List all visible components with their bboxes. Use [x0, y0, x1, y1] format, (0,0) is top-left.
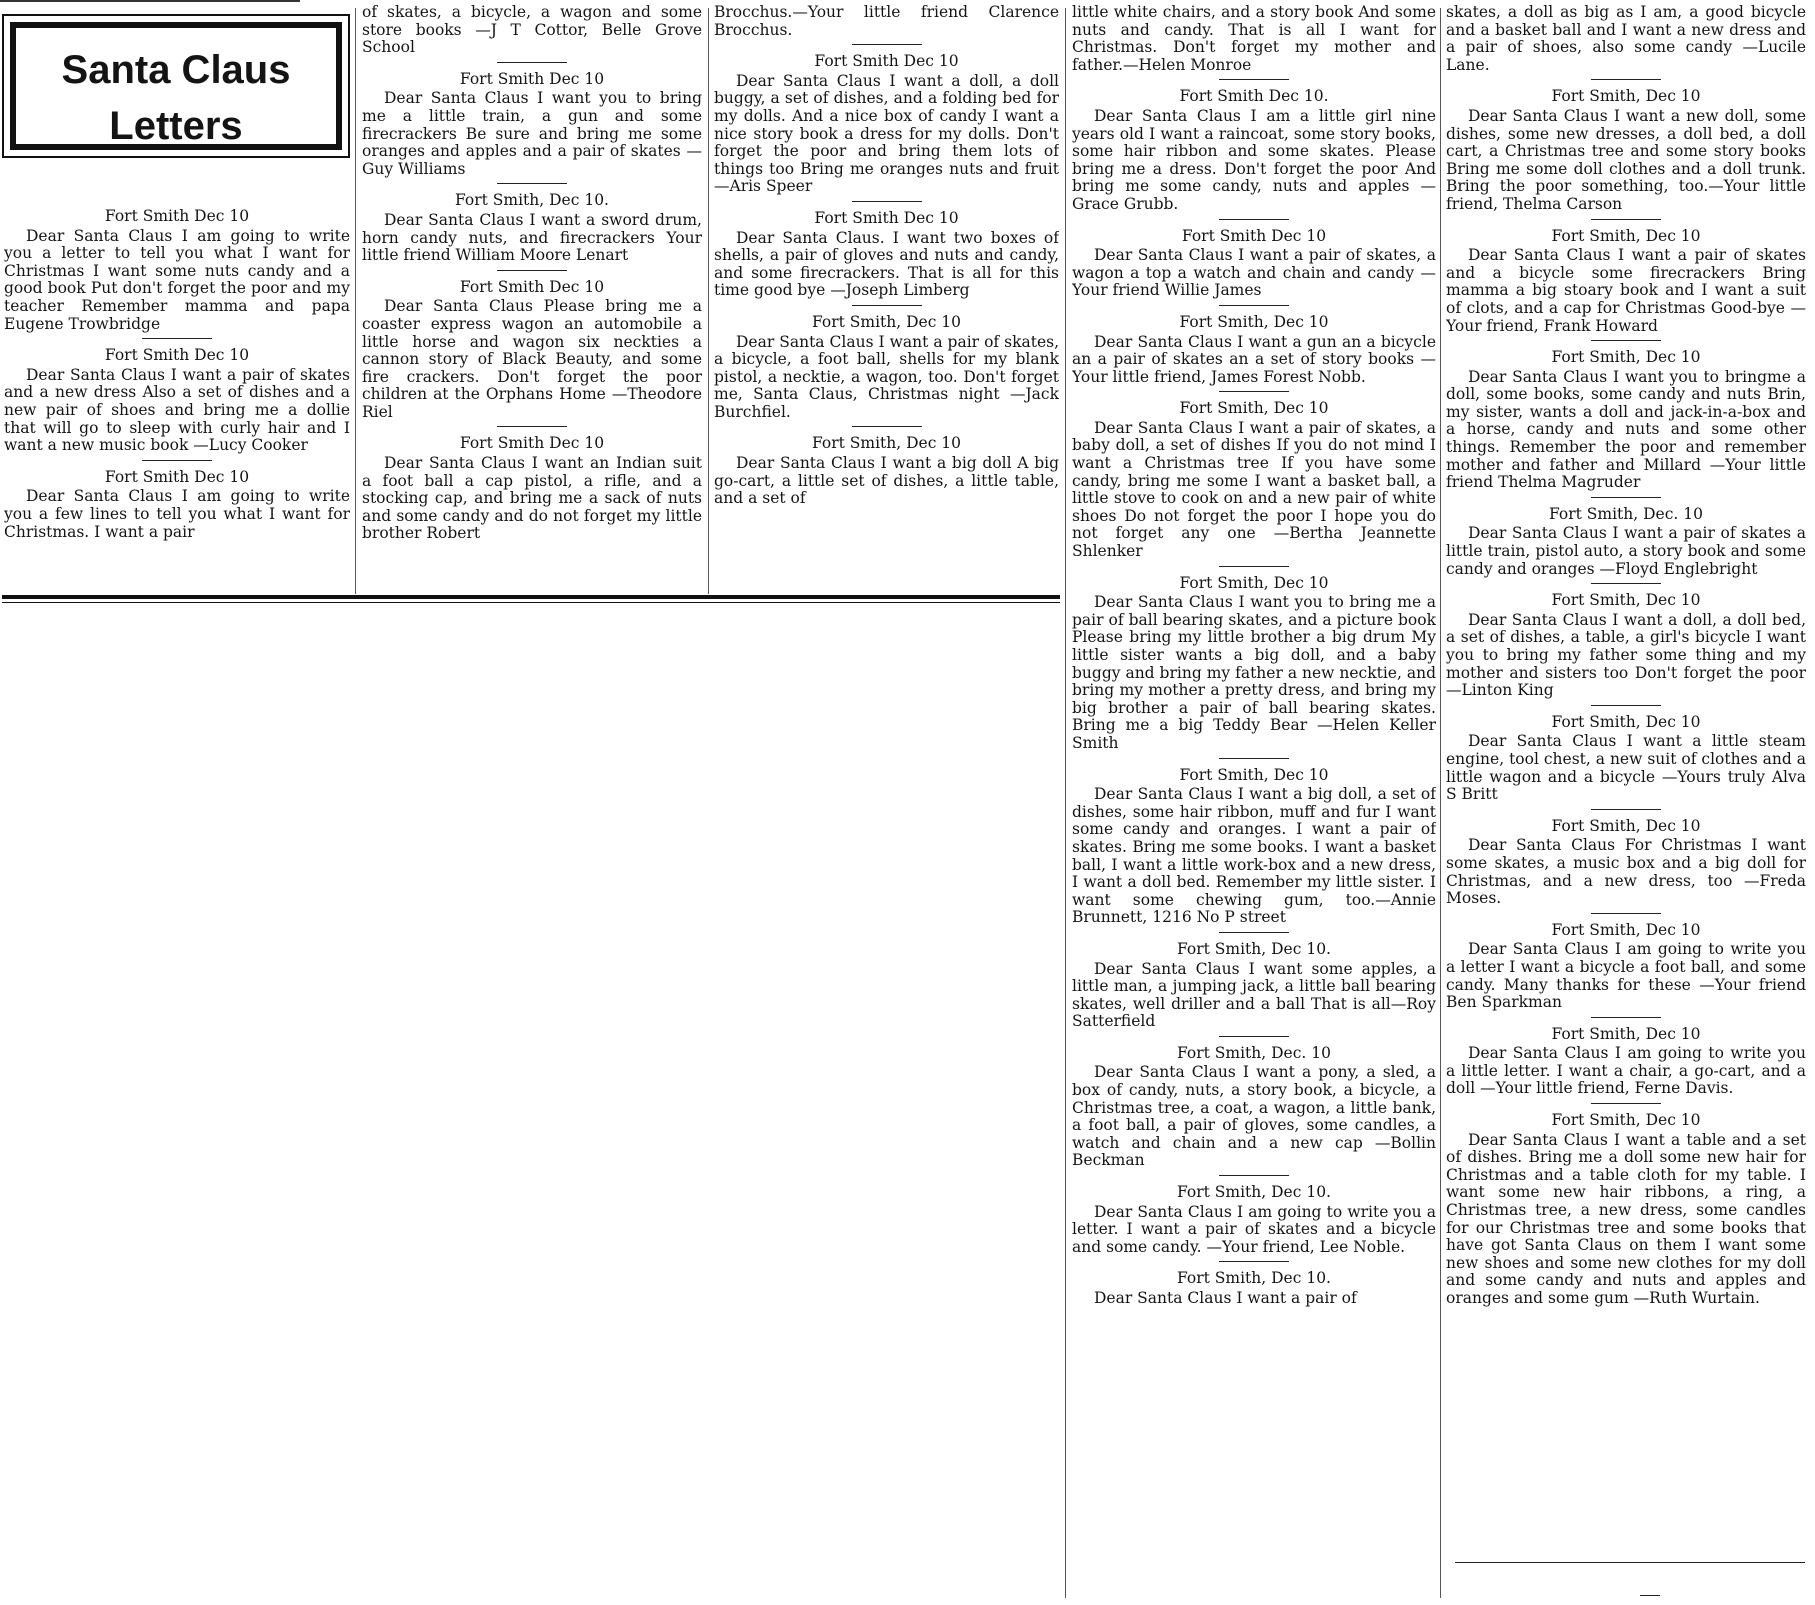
letter-body: Dear Santa Claus I am going to write you a letter I want a bicycle a foot ball, and some candy. Many thanks for these —Your friend Ben Sparkman — [1446, 940, 1806, 1012]
column-divider — [1065, 8, 1066, 1598]
column-divider — [355, 8, 356, 594]
letter — [1446, 219, 1806, 336]
letter-dateline: Fort Smith, Dec 10 — [811, 434, 962, 453]
letter — [1446, 497, 1806, 578]
section-bottom-rule — [2, 595, 1060, 599]
letter — [1446, 1017, 1806, 1098]
letter — [1446, 1103, 1806, 1308]
column-4 — [1072, 4, 1436, 1602]
letter-separator-rule — [497, 62, 567, 63]
letter — [4, 208, 350, 333]
letter-body: Dear Santa Claus I want a pair of skates a little train, pistol auto, a story book and some candy and oranges —Floyd Englebright — [1446, 524, 1806, 578]
letter-separator-rule — [1591, 497, 1661, 498]
letter-dateline: Fort Smith, Dec 10 — [1551, 816, 1701, 835]
letter-body: Dear Santa Claus I want a doll, a doll bed, a set of dishes, a table, a girl's bicycle I want you to bring my father some thing and my mother and sisters too Don't forget the poor —Linton King — [1446, 610, 1806, 700]
letter-dateline: Fort Smith Dec 10 — [459, 69, 605, 88]
letter-body: Dear Santa Claus I want you to bring me a little train, a gun and some firecrackers Be sure and bring me some oranges and apples and a pair of skates —Guy Williams — [362, 89, 702, 178]
letter-dateline: Fort Smith, Dec. 10 — [1176, 1043, 1331, 1062]
letter-separator-rule — [497, 270, 567, 271]
letter — [1072, 79, 1436, 213]
letter-dateline: Fort Smith, Dec 10 — [1551, 226, 1701, 245]
letter-separator-rule — [1219, 758, 1289, 759]
letter — [362, 183, 702, 264]
letter-separator-rule — [852, 201, 922, 202]
letter-dateline: Fort Smith Dec 10 — [459, 434, 605, 453]
letter — [1446, 583, 1806, 700]
letter — [714, 201, 1059, 300]
letter — [1072, 4, 1436, 74]
letter-body: Dear Santa Claus I am going to write you a little letter. I want a chair, a go-cart, and a doll —Your little friend, Ferne Davis. — [1446, 1044, 1806, 1098]
letter-body: Dear Santa Claus I want you to bringme a doll, some books, some candy and nuts Brin, my sister, wants a doll and jack-in-a-box and a horse, candy and nuts and some other things. Remember the poor and remember mother and father and Millard —Your little friend Thelma Magruder — [1446, 367, 1806, 492]
letter-body: Dear Santa Claus I want a big doll, a set of dishes, some hair ribbon, muff and fur I want some candy and oranges. I want a pair of skates. Bring me some books. I want a basket ball, I want a little work-box and a new dress, I want a doll bed. Remember my little sister. I want some chewing gum, too.—Annie Brunnett, 1216 No P street — [1072, 785, 1436, 927]
letter — [1446, 4, 1806, 74]
letter — [1072, 1175, 1436, 1256]
letter-separator-rule — [1591, 79, 1661, 80]
letter-separator-rule — [1219, 1036, 1289, 1037]
letter — [714, 426, 1059, 507]
section-bottom-rule-thin — [2, 602, 1060, 603]
letter-body: Dear Santa Claus I want a pair of — [1094, 1289, 1357, 1307]
letter-dateline: Fort Smith Dec 10 — [814, 52, 959, 71]
letter-dateline: Fort Smith Dec 10 — [104, 467, 250, 486]
letter-separator-rule — [852, 426, 922, 427]
masthead-box — [2, 14, 350, 158]
letter-separator-rule — [1591, 1017, 1661, 1018]
letter-separator-rule — [1591, 705, 1661, 706]
letter-body: Dear Santa Claus. I want two boxes of shells, a pair of gloves and nuts and candy, and some firecrackers. That is all for this time good bye —Joseph Limberg — [714, 228, 1059, 300]
letter — [1072, 1261, 1436, 1307]
letter-dateline: Fort Smith, Dec 10. — [454, 191, 609, 210]
letter-separator-rule — [1591, 340, 1661, 341]
letter-separator-rule — [1219, 305, 1289, 306]
letter-separator-rule — [497, 426, 567, 427]
column-divider — [708, 8, 709, 594]
letter-dateline: Fort Smith, Dec 10 — [1179, 312, 1329, 331]
letter-dateline: Fort Smith, Dec 10 — [1179, 399, 1329, 418]
letter-separator-rule — [1591, 913, 1661, 914]
letter-separator-rule — [1591, 583, 1661, 584]
letter-dateline: Fort Smith Dec 10 — [814, 208, 959, 227]
column-5 — [1446, 4, 1806, 1559]
letter — [714, 44, 1059, 196]
letter-body: Dear Santa Claus I want a little steam engine, tool chest, a new suit of clothes and a little wagon and a bicycle —Yours truly Alva S Britt — [1446, 732, 1806, 804]
column-1 — [4, 206, 350, 598]
letter-dateline: Fort Smith, Dec 10 — [1551, 712, 1701, 731]
column-divider — [1440, 8, 1441, 1598]
letter-body: skates, a doll as big as I am, a good bicycle and a basket ball and I want a new dress and a pair of shoes, also some candy —Lucile Lane. — [1446, 4, 1806, 74]
letter-dateline: Fort Smith, Dec 10 — [1551, 591, 1701, 610]
letter-dateline: Fort Smith, Dec 10 — [1179, 765, 1329, 784]
letter — [4, 460, 350, 541]
letter-separator-rule — [1219, 1261, 1289, 1262]
letter-separator-rule — [1219, 566, 1289, 567]
letter-separator-rule — [1219, 1175, 1289, 1176]
letter-separator-rule — [1219, 932, 1289, 933]
letter-body: Dear Santa Claus I want a pair of skates and a new dress Also a set of dishes and a new pair of shoes and bring me a dollie that will go to sleep with curly hair and I want a new music book —Lucy Cooker — [4, 365, 350, 455]
column-3 — [714, 4, 1059, 594]
letter-dateline: Fort Smith, Dec 10. — [1176, 1269, 1331, 1288]
letter — [362, 4, 702, 57]
letter — [362, 62, 702, 179]
top-rule — [0, 0, 300, 6]
letter-dateline: Fort Smith, Dec 10. — [1176, 1183, 1331, 1202]
letter — [1446, 705, 1806, 804]
letter-body: Dear Santa Claus I want a doll, a doll buggy, a set of dishes, and a folding bed for my dolls. And a nice box of candy I want a nice story book a dress for my dolls. Don't forget the poor and bring them lots of things too Bring me oranges nuts and fruit —Aris Speer — [714, 71, 1059, 196]
letter-separator-rule — [1591, 1103, 1661, 1104]
letter-separator-rule — [1591, 219, 1661, 220]
letter — [1446, 340, 1806, 492]
letter-body: little white chairs, and a story book And some nuts and candy. That is all I want for Christmas. Don't forget my mother and father.—Helen Monroe — [1072, 4, 1436, 74]
letter-body: Dear Santa Claus I want a pair of skates, a baby doll, a set of dishes If you do not mind I want a Christmas tree If you have some candy, bring me some I want a basket ball, a little stove to cook on and a new pair of white shoes Do not forget the poor I hope you do not forget any one —Bertha Jeannette Shlenker — [1072, 418, 1436, 561]
letter-body: Dear Santa Claus I want a table and a set of dishes. Bring me a doll some new hair for Christmas and a table cloth for my table. I want some new hair ribbons, a ring, a Christmas tree, a new dress, some candles for our Christmas tree and some books that have got Santa Claus on them I want some new shoes and some new clothes for my doll and some candy and nuts and apples and oranges and some gum —Ruth Wurtain. — [1446, 1130, 1806, 1307]
column-2 — [362, 4, 702, 594]
letter-dateline: Fort Smith, Dec 10 — [1551, 348, 1701, 367]
letter-body: Dear Santa Claus I want you to bring me a pair of ball bearing skates, and a picture book Please bring my little brother a big drum My little sister wants a big doll, and a baby buggy and bring my father a new necktie, and bring my mother a pretty dress, and bring my big brother a pair of ball bearing skates. Bring me a big Teddy Bear —Helen Keller Smith — [1072, 593, 1436, 752]
letter-body: Dear Santa Claus I want a new doll, some dishes, some new dresses, a doll bed, a doll cart, a Christmas tree and some story books Bring me some doll clothes and a doll trunk. Bring the poor something, too.—Your little friend, Thelma Carson — [1446, 106, 1806, 213]
letter-dateline: Fort Smith, Dec 10 — [1551, 87, 1701, 106]
letter-body: Dear Santa Claus I am going to write you a few lines to tell you what I want for Christmas. I want a pair — [4, 487, 350, 541]
letter-body: Dear Santa Claus I am going to write you a letter. I want a pair of skates and a bicycle and some candy. —Your friend, Lee Noble. — [1072, 1202, 1436, 1256]
letter-body: Dear Santa Claus For Christmas I want some skates, a music box and a big doll for Christmas, and a new dress, too —Freda Moses. — [1446, 836, 1806, 908]
letter — [1072, 566, 1436, 753]
letter-dateline: Fort Smith Dec 10 — [1181, 226, 1327, 245]
column-end-dash — [1640, 1595, 1660, 1596]
letter — [362, 426, 702, 543]
letter-separator-rule — [852, 305, 922, 306]
letter-body: Dear Santa Claus I want a gun an a bicycle an a pair of skates an a set of story books —Your little friend, James Forest Nobb. — [1072, 332, 1436, 386]
letter-dateline: Fort Smith Dec 10 — [459, 277, 605, 296]
letter-body: Dear Santa Claus I want a pair of skates, a bicycle, a foot ball, shells for my blank pistol, a necktie, a wagon, too. Don't forget me, Santa Claus, Christmas night —Jack Burchfiel. — [714, 332, 1059, 421]
masthead-title-line1: Santa Claus — [61, 48, 291, 92]
letter-body: of skates, a bicycle, a wagon and some store books —J T Cottor, Belle Grove School — [362, 4, 702, 57]
letter-separator-rule — [497, 183, 567, 184]
letter-separator-rule — [1219, 79, 1289, 80]
letter — [714, 4, 1059, 39]
letter-dateline: Fort Smith Dec 10 — [104, 207, 250, 225]
letter-body: Dear Santa Claus Please bring me a coaster express wagon an automobile a little horse and wagon six neckties a cannon story of Black Beauty, and some fire crackers. Don't forget the poor children at the Orphans Home —Theodore Riel — [362, 297, 702, 421]
letter-body: Dear Santa Claus I want a pony, a sled, a box of candy, nuts, a story book, a bicycle, a Christmas tree, a coat, a wagon, a little bank, a foot ball, a pair of gloves, some candles, a watch and chain and a new cap —Bollin Beckman — [1072, 1063, 1436, 1170]
letter-separator-rule — [1591, 809, 1661, 810]
letter — [362, 270, 702, 422]
letter-dateline: Fort Smith, Dec 10 — [1179, 573, 1329, 592]
letter-dateline: Fort Smith Dec 10 — [104, 346, 250, 365]
masthead-frame — [10, 22, 342, 150]
letter-body: Dear Santa Claus I want a pair of skates, a wagon a top a watch and chain and candy —Your friend Willie James — [1072, 246, 1436, 300]
letter — [1072, 391, 1436, 560]
letter-dateline: Fort Smith, Dec 10. — [1176, 939, 1331, 958]
letter-separator-rule — [1219, 219, 1289, 220]
letter — [1446, 79, 1806, 213]
letter-separator-rule — [142, 338, 212, 339]
letter-body: Dear Santa Claus I am going to write you a letter to tell you what I want for Christmas I want some nuts candy and a good book Put don't forget the poor and my teacher Remember mamma and papa Eugene Trowbridge — [4, 226, 350, 333]
letter — [1446, 913, 1806, 1012]
letter — [1446, 809, 1806, 908]
letter-separator-rule — [1219, 391, 1289, 392]
letter-dateline: Fort Smith, Dec 10 — [811, 312, 962, 331]
letter-dateline: Fort Smith Dec 10. — [1179, 87, 1329, 106]
letter-body: Dear Santa Claus I want a sword drum, horn candy nuts, and firecrackers Your little friend William Moore Lenart — [362, 210, 702, 265]
letter-dateline: Fort Smith, Dec 10 — [1551, 920, 1701, 939]
letter — [1072, 1036, 1436, 1170]
letter-body: Brocchus.—Your little friend Clarence Brocchus. — [714, 4, 1059, 39]
letter-dateline: Fort Smith, Dec 10 — [1551, 1111, 1701, 1130]
letter — [1072, 758, 1436, 927]
letter-dateline: Fort Smith, Dec. 10 — [1548, 504, 1703, 523]
letter-body: Dear Santa Claus I want a big doll A big go-cart, a little set of dishes, a little table, and a set of — [714, 454, 1059, 508]
letter-body: Dear Santa Claus I am a little girl nine years old I want a raincoat, some story books, some hair ribbon and some skates. Please bring me a dress. Don't forget the poor And bring me some candy, nuts and apples —Grace Grubb. — [1072, 106, 1436, 213]
letter-body: Dear Santa Claus I want an Indian suit a foot ball a cap pistol, a rifle, and a stocking cap, and bring me a sack of nuts and some candy and do not forget my little brother Robert — [362, 454, 702, 543]
letter — [714, 305, 1059, 422]
letter-dateline: Fort Smith, Dec 10 — [1551, 1024, 1701, 1043]
letter — [1072, 932, 1436, 1031]
letter-body: Dear Santa Claus I want some apples, a little man, a jumping jack, a little ball bearing skates, well driller and a ball That is all—Roy Satterfield — [1072, 959, 1436, 1031]
column-end-rule — [1455, 1562, 1805, 1563]
masthead-title-line2: Letters — [109, 104, 243, 148]
letter-separator-rule — [142, 460, 212, 461]
letter — [1072, 219, 1436, 300]
letter-separator-rule — [852, 44, 922, 45]
letter — [4, 338, 350, 455]
letter-body: Dear Santa Claus I want a pair of skates and a bicycle some firecrackers Bring mamma a big stoary book and I want a suit of clots, and a cap for Christmas Good-bye —Your friend, Frank Howard — [1446, 246, 1806, 335]
letter — [1072, 305, 1436, 386]
